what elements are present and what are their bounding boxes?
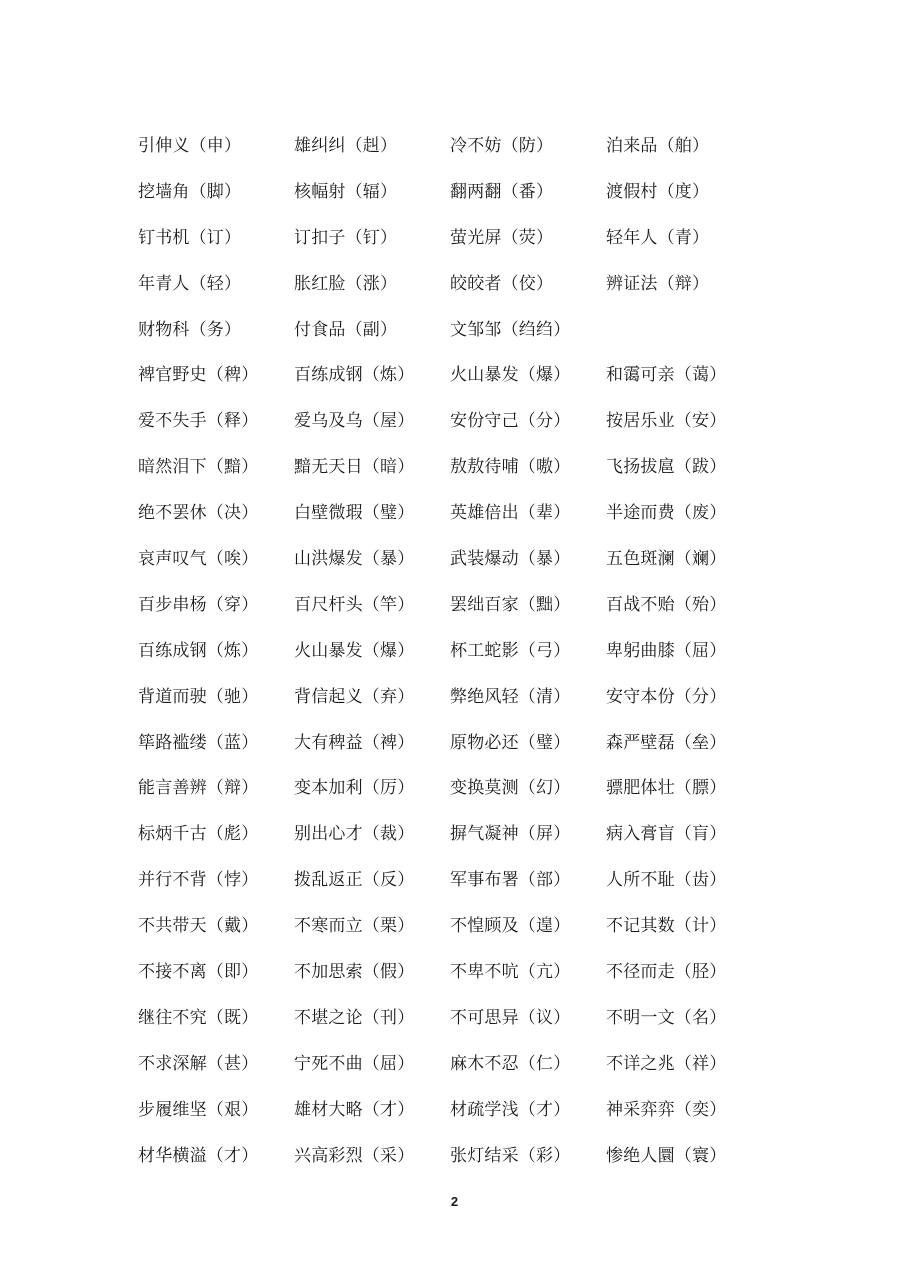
word-entry: 半途而费（废） — [606, 503, 727, 524]
word-entry: 年青人（轻） — [138, 273, 242, 294]
word-entry: 步履维坚（艰） — [138, 1099, 259, 1120]
word-entry: 挖墙角（脚） — [138, 181, 242, 202]
word-entry: 原物必还（璧） — [450, 732, 571, 753]
word-entry: 百战不贻（殆） — [606, 594, 727, 615]
word-entry: 继往不究（既） — [138, 1007, 259, 1028]
word-entry: 骠肥体壮（膘） — [606, 778, 727, 799]
word-entry: 宁死不曲（屈） — [294, 1053, 415, 1074]
word-entry: 麻木不忍（仁） — [450, 1053, 571, 1074]
word-entry: 背道而驶（驰） — [138, 686, 259, 707]
word-entry: 核幅射（辐） — [294, 181, 398, 202]
word-entry: 不详之兆（祥） — [606, 1053, 727, 1074]
word-entry: 不径而走（胫） — [606, 961, 727, 982]
word-entry: 摒气凝神（屏） — [450, 824, 571, 845]
word-entry: 弊绝风轻（清） — [450, 686, 571, 707]
word-entry: 材疏学浅（才） — [450, 1099, 571, 1120]
word-entry: 爱乌及乌（屋） — [294, 411, 415, 432]
word-entry: 杯工蛇影（弓） — [450, 640, 571, 661]
word-entry: 能言善辨（辩） — [138, 778, 259, 799]
word-entry: 火山暴发（爆） — [450, 365, 571, 386]
word-entry: 暗然泪下（黯） — [138, 457, 259, 478]
word-entry: 订扣子（钉） — [294, 227, 398, 248]
word-entry: 大有稗益（裨） — [294, 732, 415, 753]
word-entry: 轻年人（青） — [606, 227, 710, 248]
word-entry: 绝不罢休（决） — [138, 503, 259, 524]
word-entry: 钉书机（订） — [138, 227, 242, 248]
word-entry: 变本加利（厉） — [294, 778, 415, 799]
word-entry: 别出心才（裁） — [294, 824, 415, 845]
word-entry: 不惶顾及（遑） — [450, 916, 571, 937]
word-entry: 背信起义（弃） — [294, 686, 415, 707]
word-entry: 安份守己（分） — [450, 411, 571, 432]
word-entry: 材华横溢（才） — [138, 1145, 259, 1166]
word-entry: 黯无天日（暗） — [294, 457, 415, 478]
word-entry: 不可思异（议） — [450, 1007, 571, 1028]
word-entry: 人所不耻（齿） — [606, 870, 727, 891]
word-entry: 财物科（务） — [138, 319, 242, 340]
word-entry: 不求深解（甚） — [138, 1053, 259, 1074]
word-entry: 百步串杨（穿） — [138, 594, 259, 615]
word-entry: 标炳千古（彪） — [138, 824, 259, 845]
word-entry: 裨官野史（稗） — [138, 365, 259, 386]
word-correction-grid — [138, 123, 838, 1178]
word-entry: 白壁微瑕（璧） — [294, 503, 415, 524]
word-entry: 神采弈弈（奕） — [606, 1099, 727, 1120]
page-number: 2 — [450, 1194, 459, 1209]
word-entry: 渡假村（度） — [606, 181, 710, 202]
word-entry: 不记其数（计） — [606, 916, 727, 937]
word-entry: 按居乐业（安） — [606, 411, 727, 432]
word-entry: 英雄倍出（辈） — [450, 503, 571, 524]
word-entry: 哀声叹气（唉） — [138, 548, 259, 569]
word-entry: 不寒而立（栗） — [294, 916, 415, 937]
word-entry: 敖敖待哺（嗷） — [450, 457, 571, 478]
word-entry: 冷不妨（防） — [450, 135, 554, 156]
word-entry: 安守本份（分） — [606, 686, 727, 707]
word-entry: 胀红脸（涨） — [294, 273, 398, 294]
word-entry: 爱不失手（释） — [138, 411, 259, 432]
word-entry: 病入膏盲（肓） — [606, 824, 727, 845]
word-entry: 拨乱返正（反） — [294, 870, 415, 891]
word-entry: 付食品（副） — [294, 319, 398, 340]
word-entry: 百练成钢（炼） — [294, 365, 415, 386]
word-entry: 不加思索（假） — [294, 961, 415, 982]
word-entry: 飞扬拔扈（跋） — [606, 457, 727, 478]
word-entry: 不卑不吭（亢） — [450, 961, 571, 982]
word-entry: 不共带天（戴） — [138, 916, 259, 937]
word-entry: 雄材大略（才） — [294, 1099, 415, 1120]
word-entry: 惨绝人圜（寰） — [606, 1145, 727, 1166]
word-entry: 不明一文（名） — [606, 1007, 727, 1028]
word-entry: 百练成钢（炼） — [138, 640, 259, 661]
word-entry: 山洪爆发（暴） — [294, 548, 415, 569]
word-entry: 不接不离（即） — [138, 961, 259, 982]
word-entry: 变换莫测（幻） — [450, 778, 571, 799]
word-entry: 罢绌百家（黜） — [450, 594, 571, 615]
word-entry: 和霭可亲（蔼） — [606, 365, 727, 386]
word-entry: 卑躬曲膝（屈） — [606, 640, 727, 661]
word-entry: 不堪之论（刊） — [294, 1007, 415, 1028]
word-entry: 兴高彩烈（采） — [294, 1145, 415, 1166]
word-entry: 并行不背（悖） — [138, 870, 259, 891]
word-entry: 火山暴发（爆） — [294, 640, 415, 661]
word-entry: 雄纠纠（赳） — [294, 135, 398, 156]
word-entry: 文邹邹（绉绉） — [450, 319, 571, 340]
word-entry: 军事布署（部） — [450, 870, 571, 891]
word-entry: 百尺杆头（竿） — [294, 594, 415, 615]
word-entry: 萤光屏（荧） — [450, 227, 554, 248]
word-entry: 引伸义（申） — [138, 135, 242, 156]
word-entry: 翻两翻（番） — [450, 181, 554, 202]
word-entry: 五色斑澜（斓） — [606, 548, 727, 569]
word-entry: 张灯结采（彩） — [450, 1145, 571, 1166]
word-entry: 辨证法（辩） — [606, 273, 710, 294]
word-entry: 森严壁磊（垒） — [606, 732, 727, 753]
word-entry: 筚路褴缕（蓝） — [138, 732, 259, 753]
word-entry: 武装爆动（暴） — [450, 548, 571, 569]
word-entry: 泊来品（舶） — [606, 135, 710, 156]
word-entry: 皎皎者（佼） — [450, 273, 554, 294]
